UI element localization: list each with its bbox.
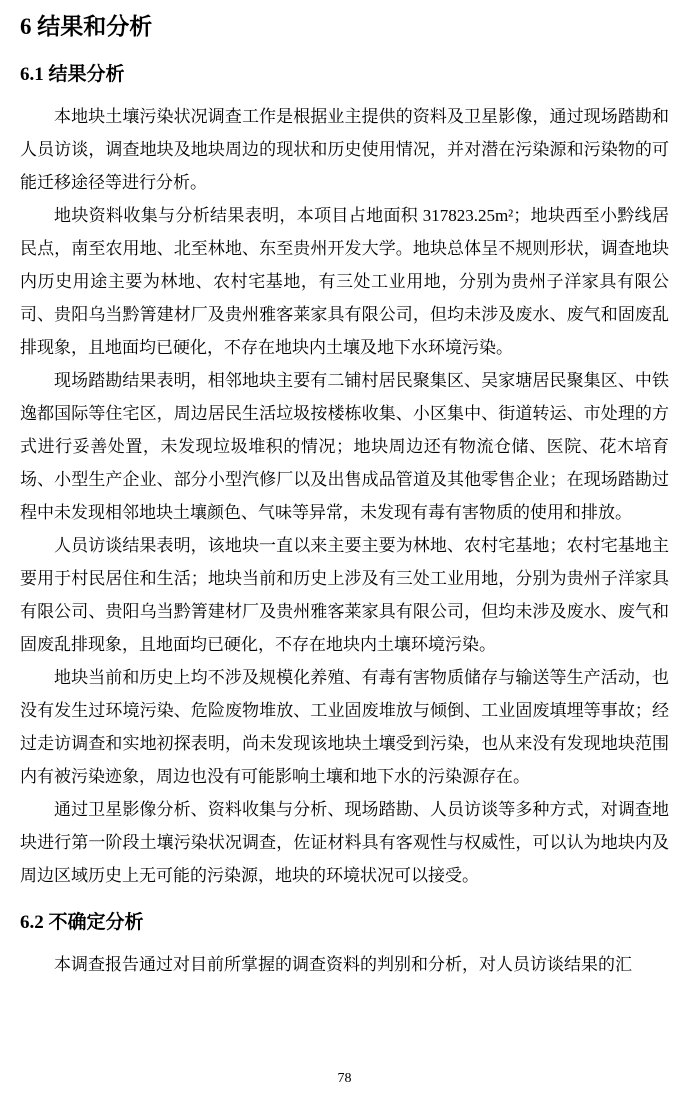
- section-heading-6-2: 6.2 不确定分析: [20, 912, 144, 933]
- chapter-heading: 6 结果和分析: [20, 14, 153, 39]
- paragraph-data-collection-result: 地块资料收集与分析结果表明，本项目占地面积 317823.25m²；地块西至小黔线居民点，南至农用地、北至林地、东至贵州开发大学。地块总体呈不规则形状，调查地块内历史用途主要为林地、农村宅基地，有三处工业用地，分别为贵州子洋家具有限公司、贵阳乌当黔箐建材厂及贵州雅客莱家具有限公司，但均未涉及废水、废气和固废乱排现象，且地面均已硬化，不存在地块内土壤及地下水环境污染。: [20, 206, 669, 357]
- paragraph-conclusion: 通过卫星影像分析、资料收集与分析、现场踏勘、人员访谈等多种方式，对调查地块进行第一阶段土壤污染状况调查，佐证材料具有客观性与权威性，可以认为地块内及周边区域历史上无可能的污染源，地块的环境状况可以接受。: [20, 800, 669, 885]
- page-number: 78: [337, 1071, 352, 1086]
- paragraph-interview-result: 人员访谈结果表明，该地块一直以来主要主要为林地、农村宅基地；农村宅基地主要用于村民居住和生活；地块当前和历史上涉及有三处工业用地，分别为贵州子洋家具有限公司、贵阳乌当黔箐建材厂及贵州雅客莱家具有限公司，但均未涉及废水、废气和固废乱排现象，且地面均已硬化，不存在地块内土壤环境污染。: [20, 536, 669, 654]
- paragraph-survey-method: 本地块土壤污染状况调查工作是根据业主提供的资料及卫星影像，通过现场踏勘和人员访谈，调查地块及地块周边的现状和历史使用情况，并对潜在污染源和污染物的可能迁移途径等进行分析。: [20, 107, 669, 192]
- section-heading-6-1: 6.1 结果分析: [20, 64, 125, 85]
- paragraph-history-no-pollution: 地块当前和历史上均不涉及规模化养殖、有毒有害物质储存与输送等生产活动，也没有发生过环境污染、危险废物堆放、工业固废堆放与倾倒、工业固废填埋等事故；经过走访调查和实地初探表明，尚未发现该地块土壤受到污染，也从来没有发现地块范围内有被污染迹象，周边也没有可能影响土壤和地下水的污染源存在。: [20, 668, 669, 786]
- paragraph-uncertainty-intro: 本调查报告通过对目前所掌握的调查资料的判别和分析，对人员访谈结果的汇: [54, 955, 632, 974]
- paragraph-site-reconnaissance-result: 现场踏勘结果表明，相邻地块主要有二铺村居民聚集区、吴家塘居民聚集区、中铁逸都国际等住宅区，周边居民生活垃圾按楼栋收集、小区集中、街道转运、市处理的方式进行妥善处置，未发现垃圾堆积的情况；地块周边还有物流仓储、医院、花木培育场、小型生产企业、部分小型汽修厂以及出售成品管道及其他零售企业；在现场踏勘过程中未发现相邻地块土壤颜色、气味等异常，未发现有毒有害物质的使用和排放。: [20, 371, 669, 522]
